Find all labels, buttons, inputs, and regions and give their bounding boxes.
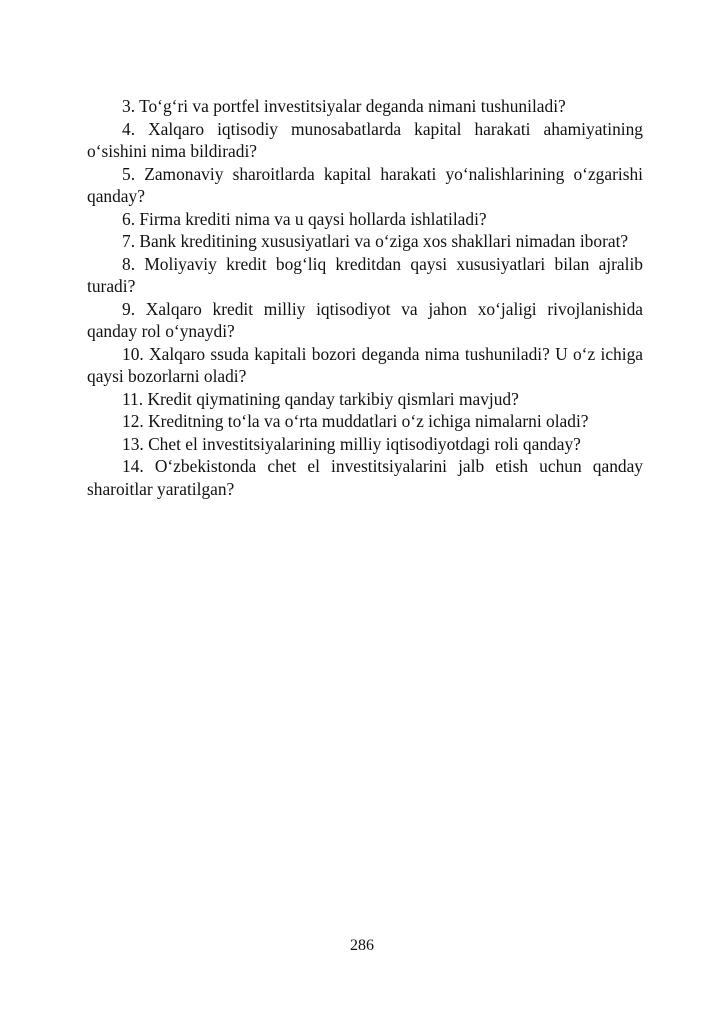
page-number: 286: [350, 937, 374, 954]
question-item: 13. Chet el investitsiyalarining milliy iqtisodiyotdagi roli qanday?: [122, 433, 581, 454]
question-list: [87, 95, 643, 500]
question-item: 3. To‘g‘ri va portfel investitsiyalar deganda nimani tushuniladi?: [122, 96, 566, 116]
question-item: 5. Zamonaviy sharoitlarda kapital harakati yo‘nalishlarining o‘zgarishi qanday?: [87, 163, 643, 206]
question-item: 4. Xalqaro iqtisodiy munosabatlarda kapital harakati ahamiyatining o‘sishini nima bildiradi?: [87, 118, 643, 161]
question-item: 6. Firma krediti nima va u qaysi hollarda ishlatiladi?: [122, 208, 487, 229]
question-item: 7. Bank kreditining xususiyatlari va o‘ziga xos shakllari nimadan iborat?: [122, 231, 629, 251]
question-item: 12. Kreditning to‘la va o‘rta muddatlari o‘z ichiga nimalarni oladi?: [122, 411, 589, 431]
question-item: 8. Moliyaviy kredit bog‘liq kreditdan qaysi xususiyatlari bilan ajralib turadi?: [87, 253, 643, 296]
question-item: 10. Xalqaro ssuda kapitali bozori deganda nima tushuniladi? U o‘z ichiga qaysi bozorlarni oladi?: [87, 343, 643, 386]
question-item: 14. O‘zbekistonda chet el investitsiyalarini jalb etish uchun qanday sharoitlar yaratilgan?: [87, 456, 643, 499]
question-item: 9. Xalqaro kredit milliy iqtisodiyot va jahon xo‘jaligi rivojlanishida qanday rol o‘ynaydi?: [87, 298, 643, 341]
question-item: 11. Kredit qiymatining qanday tarkibiy qismlari mavjud?: [122, 388, 519, 409]
